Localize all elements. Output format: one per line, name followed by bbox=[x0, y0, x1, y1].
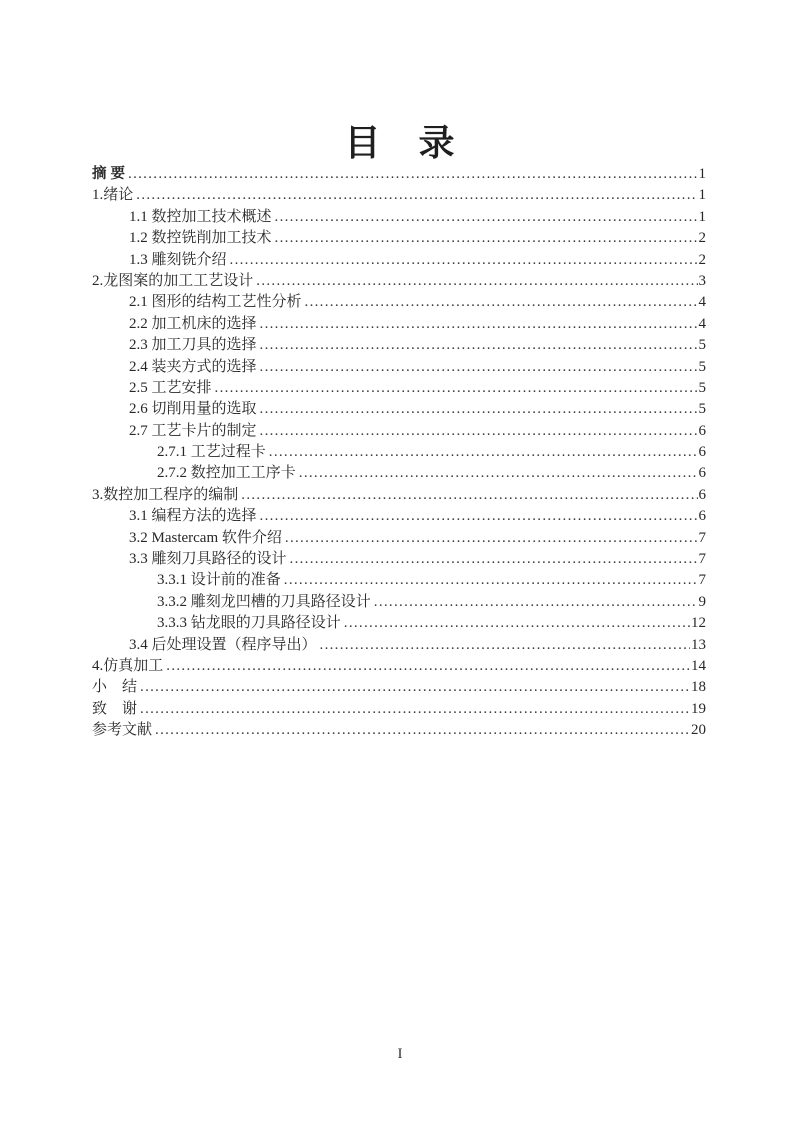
toc-entry bbox=[92, 485, 706, 506]
toc-entry-title: 3.4 后处理设置（程序导出） bbox=[129, 636, 317, 653]
toc-entry bbox=[92, 613, 706, 634]
toc-entry-page-number: 1 bbox=[698, 208, 706, 225]
toc-entry-title: 2.2 加工机床的选择 bbox=[129, 315, 257, 332]
toc-entry bbox=[92, 442, 706, 463]
dot-leader bbox=[260, 357, 698, 378]
dot-leader bbox=[140, 677, 690, 698]
toc-entry-title: 3.3.2 雕刻龙凹槽的刀具路径设计 bbox=[157, 593, 371, 610]
toc-entry bbox=[92, 592, 706, 613]
dot-leader bbox=[260, 314, 698, 335]
toc-entry bbox=[92, 185, 706, 206]
toc-entry-page-number: 5 bbox=[698, 379, 706, 396]
toc-entry bbox=[92, 463, 706, 484]
toc-entry bbox=[92, 635, 706, 656]
page-title: 目 录 bbox=[344, 123, 456, 163]
toc-entry bbox=[92, 378, 706, 399]
toc-entry-title: 1.1 数控加工技术概述 bbox=[129, 208, 272, 225]
toc-entry bbox=[92, 271, 706, 292]
toc-entry-title: 2.4 装夹方式的选择 bbox=[129, 358, 257, 375]
toc-entry bbox=[92, 656, 706, 677]
toc-entry bbox=[92, 549, 706, 570]
dot-leader bbox=[374, 592, 698, 613]
toc-entry bbox=[92, 399, 706, 420]
toc-entry-title: 2.3 加工刀具的选择 bbox=[129, 337, 257, 354]
toc-entry-title: 4.仿真加工 bbox=[92, 657, 164, 674]
toc-entry-page-number: 5 bbox=[698, 337, 706, 354]
dot-leader bbox=[275, 207, 698, 228]
toc-entry-page-number: 6 bbox=[698, 486, 706, 503]
toc-entry bbox=[92, 164, 706, 185]
toc-entry-page-number: 4 bbox=[698, 294, 706, 311]
toc-entry-title: 2.7.2 数控加工工序卡 bbox=[157, 465, 296, 482]
footer-page-number: I bbox=[397, 1046, 403, 1062]
toc-entry-page-number: 19 bbox=[691, 700, 706, 717]
toc-entry-page-number: 9 bbox=[698, 593, 706, 610]
toc-entry bbox=[92, 421, 706, 442]
toc-entry-title: 摘 要 bbox=[92, 166, 126, 182]
toc-entry-title: 2.6 切削用量的选取 bbox=[129, 401, 257, 418]
dot-leader bbox=[166, 656, 690, 677]
toc-entry-page-number: 7 bbox=[698, 551, 706, 568]
toc-entry-title: 1.绪论 bbox=[92, 187, 134, 204]
toc-entry-title: 2.1 图形的结构工艺性分析 bbox=[129, 294, 302, 311]
toc-entry-page-number: 6 bbox=[698, 465, 706, 482]
toc-entry-page-number: 18 bbox=[691, 679, 706, 696]
toc-entry-title: 3.3 雕刻刀具路径的设计 bbox=[129, 551, 287, 568]
toc-entry bbox=[92, 314, 706, 335]
toc-entry-page-number: 2 bbox=[698, 230, 706, 247]
toc-entry-page-number: 1 bbox=[698, 187, 706, 204]
toc-entry-title: 3.3.3 钻龙眼的刀具路径设计 bbox=[157, 615, 341, 632]
toc-entry-title: 参考文献 bbox=[92, 722, 153, 739]
toc-entry bbox=[92, 506, 706, 527]
dot-leader bbox=[260, 506, 698, 527]
toc-entry-page-number: 5 bbox=[698, 401, 706, 418]
toc-entry-title: 1.3 雕刻铣介绍 bbox=[129, 251, 227, 268]
dot-leader bbox=[284, 570, 698, 591]
toc-entry-page-number: 3 bbox=[698, 272, 706, 289]
toc-entry bbox=[92, 335, 706, 356]
dot-leader bbox=[256, 271, 697, 292]
dot-leader bbox=[136, 185, 697, 206]
toc-entry-page-number: 6 bbox=[698, 508, 706, 525]
toc-list bbox=[92, 164, 706, 742]
toc-entry-page-number: 1 bbox=[698, 166, 706, 182]
dot-leader bbox=[269, 442, 698, 463]
dot-leader bbox=[305, 292, 698, 313]
toc-entry-title: 3.1 编程方法的选择 bbox=[129, 508, 257, 525]
toc-entry bbox=[92, 720, 706, 741]
dot-leader bbox=[299, 463, 698, 484]
dot-leader bbox=[285, 528, 698, 549]
toc-entry bbox=[92, 228, 706, 249]
toc-entry-title: 2.7.1 工艺过程卡 bbox=[157, 444, 266, 461]
dot-leader bbox=[215, 378, 698, 399]
dot-leader bbox=[275, 228, 698, 249]
toc-entry bbox=[92, 250, 706, 271]
toc-entry-page-number: 20 bbox=[691, 722, 706, 739]
toc-entry-title: 3.2 Mastercam 软件介绍 bbox=[129, 529, 282, 546]
dot-leader bbox=[241, 485, 697, 506]
toc-entry-page-number: 5 bbox=[698, 358, 706, 375]
toc-entry-title: 小 结 bbox=[92, 679, 138, 696]
toc-entry-title: 2.龙图案的加工工艺设计 bbox=[92, 272, 254, 289]
dot-leader bbox=[140, 699, 690, 720]
toc-entry-page-number: 6 bbox=[698, 444, 706, 461]
dot-leader bbox=[155, 720, 690, 741]
toc-entry-page-number: 7 bbox=[698, 572, 706, 589]
toc-entry bbox=[92, 570, 706, 591]
toc-entry-title: 2.5 工艺安排 bbox=[129, 379, 212, 396]
toc-entry-title: 3.3.1 设计前的准备 bbox=[157, 572, 281, 589]
toc-entry-page-number: 2 bbox=[698, 251, 706, 268]
dot-leader bbox=[290, 549, 698, 570]
toc-entry-title: 2.7 工艺卡片的制定 bbox=[129, 422, 257, 439]
toc-entry-page-number: 13 bbox=[691, 636, 706, 653]
dot-leader bbox=[230, 250, 698, 271]
dot-leader bbox=[128, 164, 697, 185]
toc-entry-title: 1.2 数控铣削加工技术 bbox=[129, 230, 272, 247]
toc-entry-page-number: 4 bbox=[698, 315, 706, 332]
toc-entry bbox=[92, 357, 706, 378]
toc-entry-page-number: 6 bbox=[698, 422, 706, 439]
dot-leader bbox=[260, 399, 698, 420]
toc-entry bbox=[92, 207, 706, 228]
dot-leader bbox=[260, 335, 698, 356]
toc-entry-page-number: 7 bbox=[698, 529, 706, 546]
toc-entry bbox=[92, 292, 706, 313]
toc-entry-page-number: 14 bbox=[691, 657, 706, 674]
toc-entry bbox=[92, 699, 706, 720]
toc-entry-title: 3.数控加工程序的编制 bbox=[92, 486, 239, 503]
toc-entry bbox=[92, 528, 706, 549]
toc-entry bbox=[92, 677, 706, 698]
toc-entry-title: 致 谢 bbox=[92, 700, 138, 717]
toc-entry-page-number: 12 bbox=[691, 615, 706, 632]
dot-leader bbox=[344, 613, 690, 634]
dot-leader bbox=[320, 635, 690, 656]
dot-leader bbox=[260, 421, 698, 442]
